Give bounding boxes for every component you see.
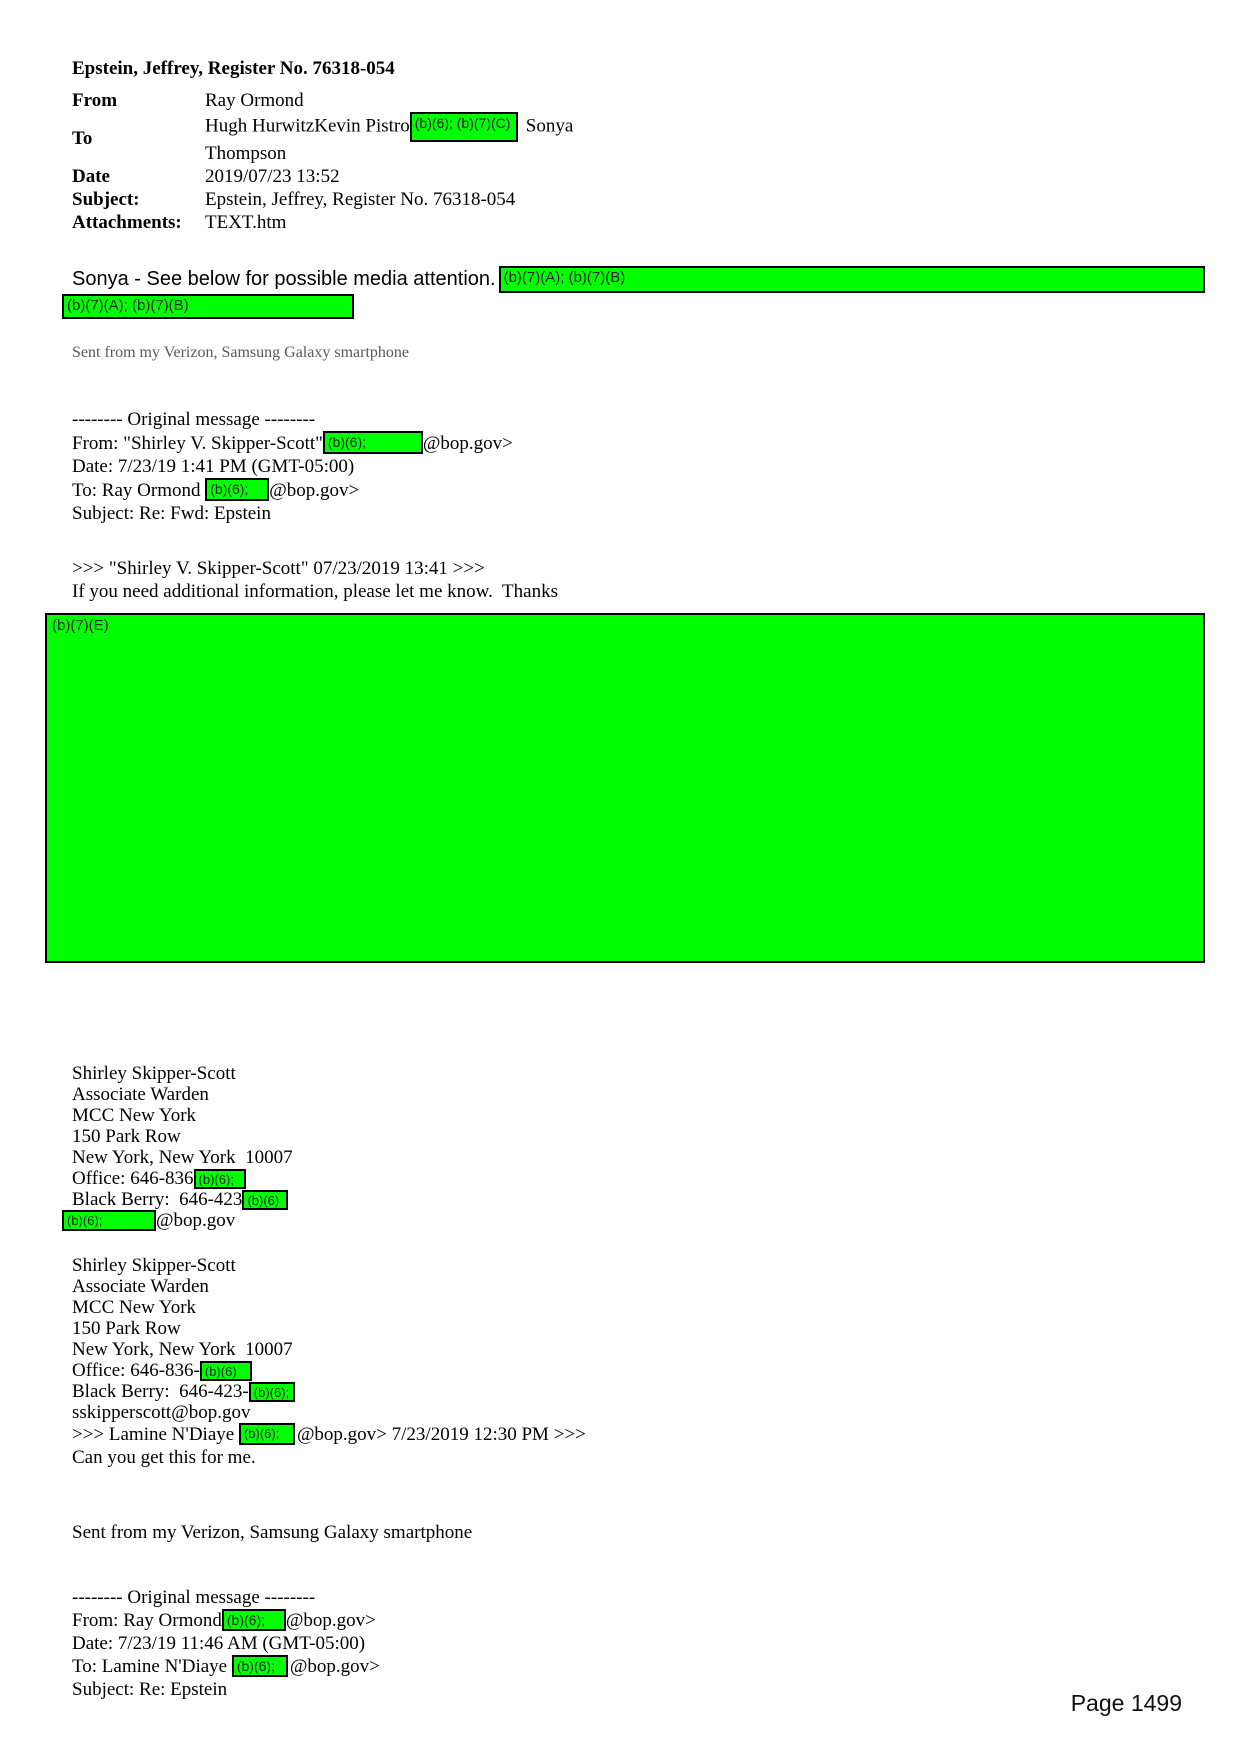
date-label: Date	[72, 166, 110, 187]
original-message-1	[72, 408, 1205, 525]
from-label: From	[72, 90, 118, 111]
intro-line	[72, 266, 1205, 293]
from-value: Ray Ormond	[205, 90, 304, 111]
quoted-reply-1	[72, 557, 1205, 603]
header-row-date	[72, 165, 1205, 188]
signature-block-2	[72, 1255, 1205, 1469]
redaction-box: (b)(6);	[239, 1423, 295, 1445]
to-value	[205, 112, 573, 165]
signature-blackberry-line: Black Berry: 646-423- (b)(6);	[72, 1381, 1205, 1402]
header-row-to	[72, 112, 1205, 165]
to-value-line1	[205, 112, 573, 142]
subject-value: Epstein, Jeffrey, Register No. 76318-054	[205, 189, 516, 210]
signature-office-line: Office: 646-836- (b)(6)	[72, 1360, 1205, 1381]
signature-name: Shirley Skipper-Scott	[72, 1063, 236, 1084]
date-value: 2019/07/23 13:52	[205, 166, 340, 187]
signature-name: Shirley Skipper-Scott	[72, 1255, 236, 1276]
to-label: To	[72, 128, 93, 149]
quote1-header: >>> "Shirley V. Skipper-Scott" 07/23/2019 13:41 >>>	[72, 558, 485, 579]
redaction-box: (b)(6);	[249, 1382, 295, 1402]
original-message-divider: -------- Original message --------	[72, 1587, 316, 1608]
message2-to-line: To: Lamine N'Diaye (b)(6); @bop.gov>	[72, 1656, 380, 1677]
to-value-line2: Thompson	[205, 143, 287, 164]
redaction-label: (b)(7)(E)	[52, 617, 109, 634]
attachments-value: TEXT.htm	[205, 212, 287, 233]
original-message-divider: -------- Original message --------	[72, 409, 316, 430]
redaction-box: (b)(6);	[323, 431, 423, 454]
signature-city: New York, New York 10007	[72, 1147, 293, 1168]
header-row-subject	[72, 188, 1205, 211]
page-number: Page 1499	[1070, 1690, 1182, 1716]
quote2-header: >>> Lamine N'Diaye (b)(6); @bop.gov> 7/23/2019 12:30 PM >>>	[72, 1424, 586, 1445]
message2-subject-line: Subject: Re: Epstein	[72, 1679, 228, 1700]
attachments-label: Attachments:	[72, 212, 182, 233]
original-message-2	[72, 1586, 1205, 1701]
redaction-box: (b)(6)	[200, 1361, 252, 1381]
redaction-block-large	[45, 613, 1205, 963]
subject-label: Subject:	[72, 189, 140, 210]
message1-to-line: To: Ray Ormond (b)(6); @bop.gov>	[72, 480, 360, 501]
document-title: Epstein, Jeffrey, Register No. 76318-054	[72, 58, 395, 79]
message1-subject-line: Subject: Re: Fwd: Epstein	[72, 503, 271, 524]
message1-date-line: Date: 7/23/19 1:41 PM (GMT-05:00)	[72, 456, 355, 477]
to-recipient-sonya: Sonya	[525, 115, 574, 137]
message2-from-line: From: Ray Ormond (b)(6); @bop.gov>	[72, 1610, 376, 1631]
redaction-box: (b)(7)(A); (b)(7)(B)	[499, 266, 1205, 293]
header-row-attachments	[72, 211, 1205, 234]
to-recipients: Hugh HurwitzKevin Pistro	[205, 115, 410, 137]
sent-from-note-1: Sent from my Verizon, Samsung Galaxy smartphone	[72, 344, 409, 361]
redaction-box: (b)(6);	[194, 1169, 246, 1189]
redaction-box: (b)(6);	[232, 1655, 288, 1677]
header-row-from	[72, 89, 1205, 112]
intro-text: Sonya - See below for possible media attention.	[72, 268, 496, 290]
message2-date-line: Date: 7/23/19 11:46 AM (GMT-05:00)	[72, 1633, 366, 1654]
signature-blackberry-line: Black Berry: 646-423 (b)(6)	[72, 1189, 1205, 1210]
signature-org: MCC New York	[72, 1105, 197, 1126]
signature-title: Associate Warden	[72, 1276, 209, 1297]
redaction-box: (b)(6);	[62, 1210, 156, 1231]
signature-street: 150 Park Row	[72, 1318, 181, 1339]
redaction-box: (b)(6); (b)(7)(C)	[410, 112, 518, 142]
signature-office-line: Office: 646-836 (b)(6);	[72, 1168, 1205, 1189]
redaction-box: (b)(7)(A); (b)(7)(B)	[62, 294, 354, 319]
signature-org: MCC New York	[72, 1297, 197, 1318]
redaction-box: (b)(6);	[222, 1609, 286, 1631]
signature-title: Associate Warden	[72, 1084, 209, 1105]
sent-from-note-2: Sent from my Verizon, Samsung Galaxy smartphone	[72, 1522, 473, 1543]
quote1-body: If you need additional information, please let me know. Thanks	[72, 581, 558, 602]
signature-email-line: sskipperscott@bop.gov	[72, 1402, 251, 1423]
redaction-box: (b)(6)	[242, 1190, 288, 1210]
signature-block-1	[67, 1063, 1205, 1231]
signature-city: New York, New York 10007	[72, 1339, 293, 1360]
redaction-box: (b)(6);	[205, 478, 269, 501]
message1-from-line: From: "Shirley V. Skipper-Scott" (b)(6); @bop.gov>	[72, 433, 513, 454]
signature-street: 150 Park Row	[72, 1126, 181, 1147]
signature-email-line: (b)(6); @bop.gov	[72, 1210, 1205, 1231]
quote2-body: Can you get this for me.	[72, 1447, 256, 1468]
